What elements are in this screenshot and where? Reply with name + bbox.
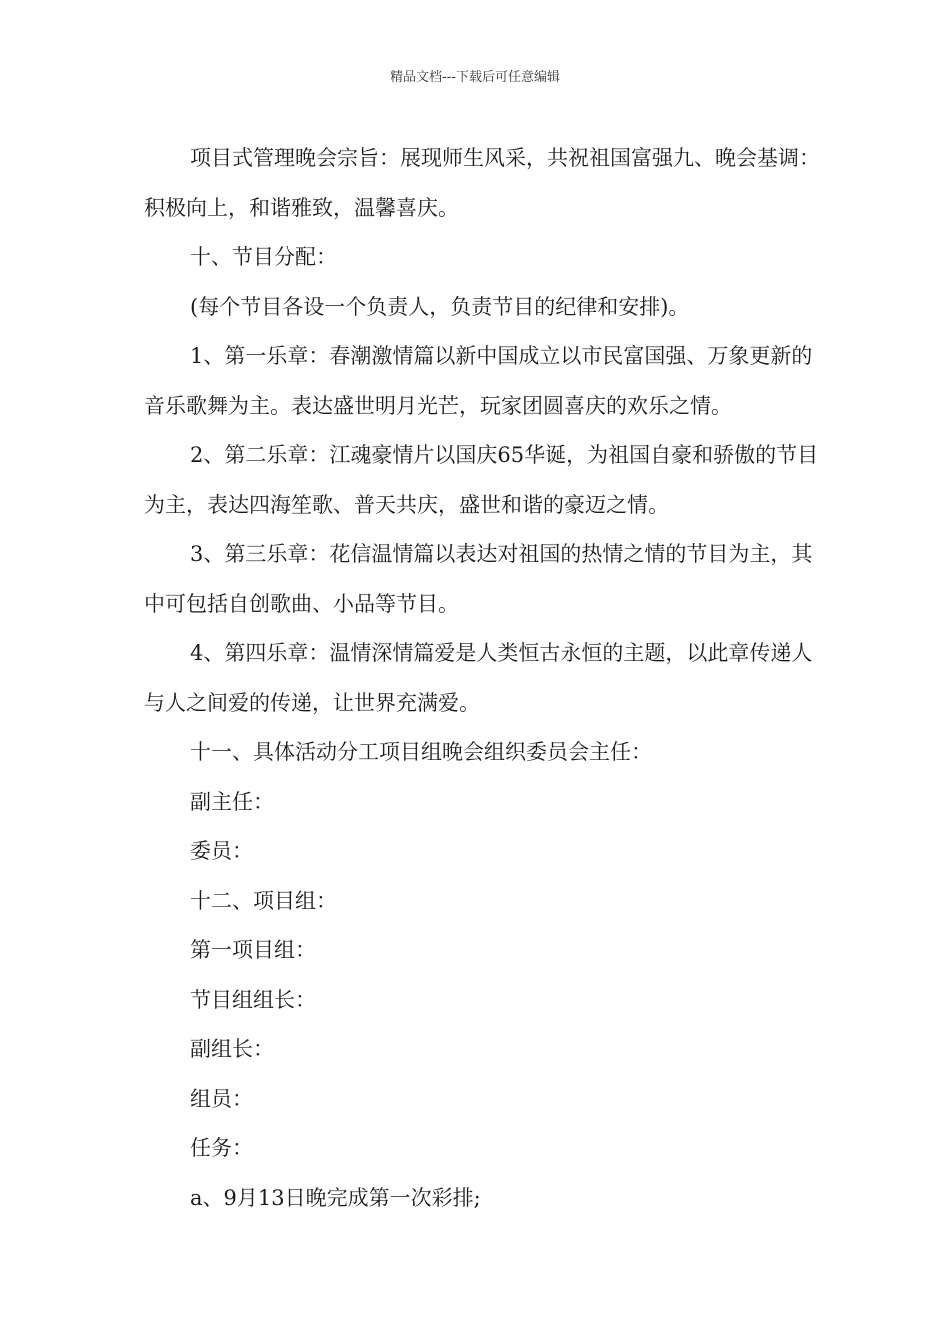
page-header: 精品文档---下载后可任意编辑 — [389, 70, 561, 85]
task-item-a: a、9月13日晚完成第一次彩排; — [190, 1185, 481, 1210]
label-group-members: 组员： — [190, 1086, 253, 1111]
heading-project-groups: 十二、项目组： — [190, 888, 337, 913]
label-tasks: 任务： — [190, 1136, 253, 1160]
label-vice-director: 副主任： — [190, 789, 274, 814]
paragraph-movement-3: 3、第三乐章：花信温情篇以表达对祖国的热情之情的节目为主，其中可包括自创歌曲、小品等节目。 — [144, 542, 813, 616]
label-program-group-leader: 节目组组长： — [190, 987, 316, 1012]
heading-program-allocation: 十、节目分配： — [190, 245, 337, 269]
paragraph-program-note: (每个节目各设一个负责人，负责节目的纪律和安排)。 — [190, 294, 690, 319]
label-first-project-group: 第一项目组： — [190, 938, 316, 962]
paragraph-movement-1: 1、第一乐章：春潮激情篇以新中国成立以市民富国强、万象更新的音乐歌舞为主。表达盛世明月光芒，玩家团圆喜庆的欢乐之情。 — [144, 344, 813, 418]
paragraph-movement-4: 4、第四乐章：温情深情篇爱是人类恒古永恒的主题，以此章传递人与人之间爱的传递，让世界充满爱。 — [144, 641, 813, 715]
paragraph-purpose: 项目式管理晚会宗旨：展现师生风采，共祝祖国富强九、晚会基调：积极向上，和谐雅致，温馨喜庆。 — [144, 146, 820, 220]
heading-division-of-work: 十一、具体活动分工项目组晚会组织委员会主任： — [190, 740, 652, 764]
paragraph-movement-2: 2、第二乐章：江魂豪情片以国庆65华诞，为祖国自豪和骄傲的节目为主，表达四海笙歌、普天共庆，盛世和谐的豪迈之情。 — [144, 443, 819, 517]
document-body — [144, 134, 824, 1223]
label-deputy-leader: 副组长： — [190, 1037, 274, 1061]
label-committee-members: 委员： — [190, 839, 253, 863]
